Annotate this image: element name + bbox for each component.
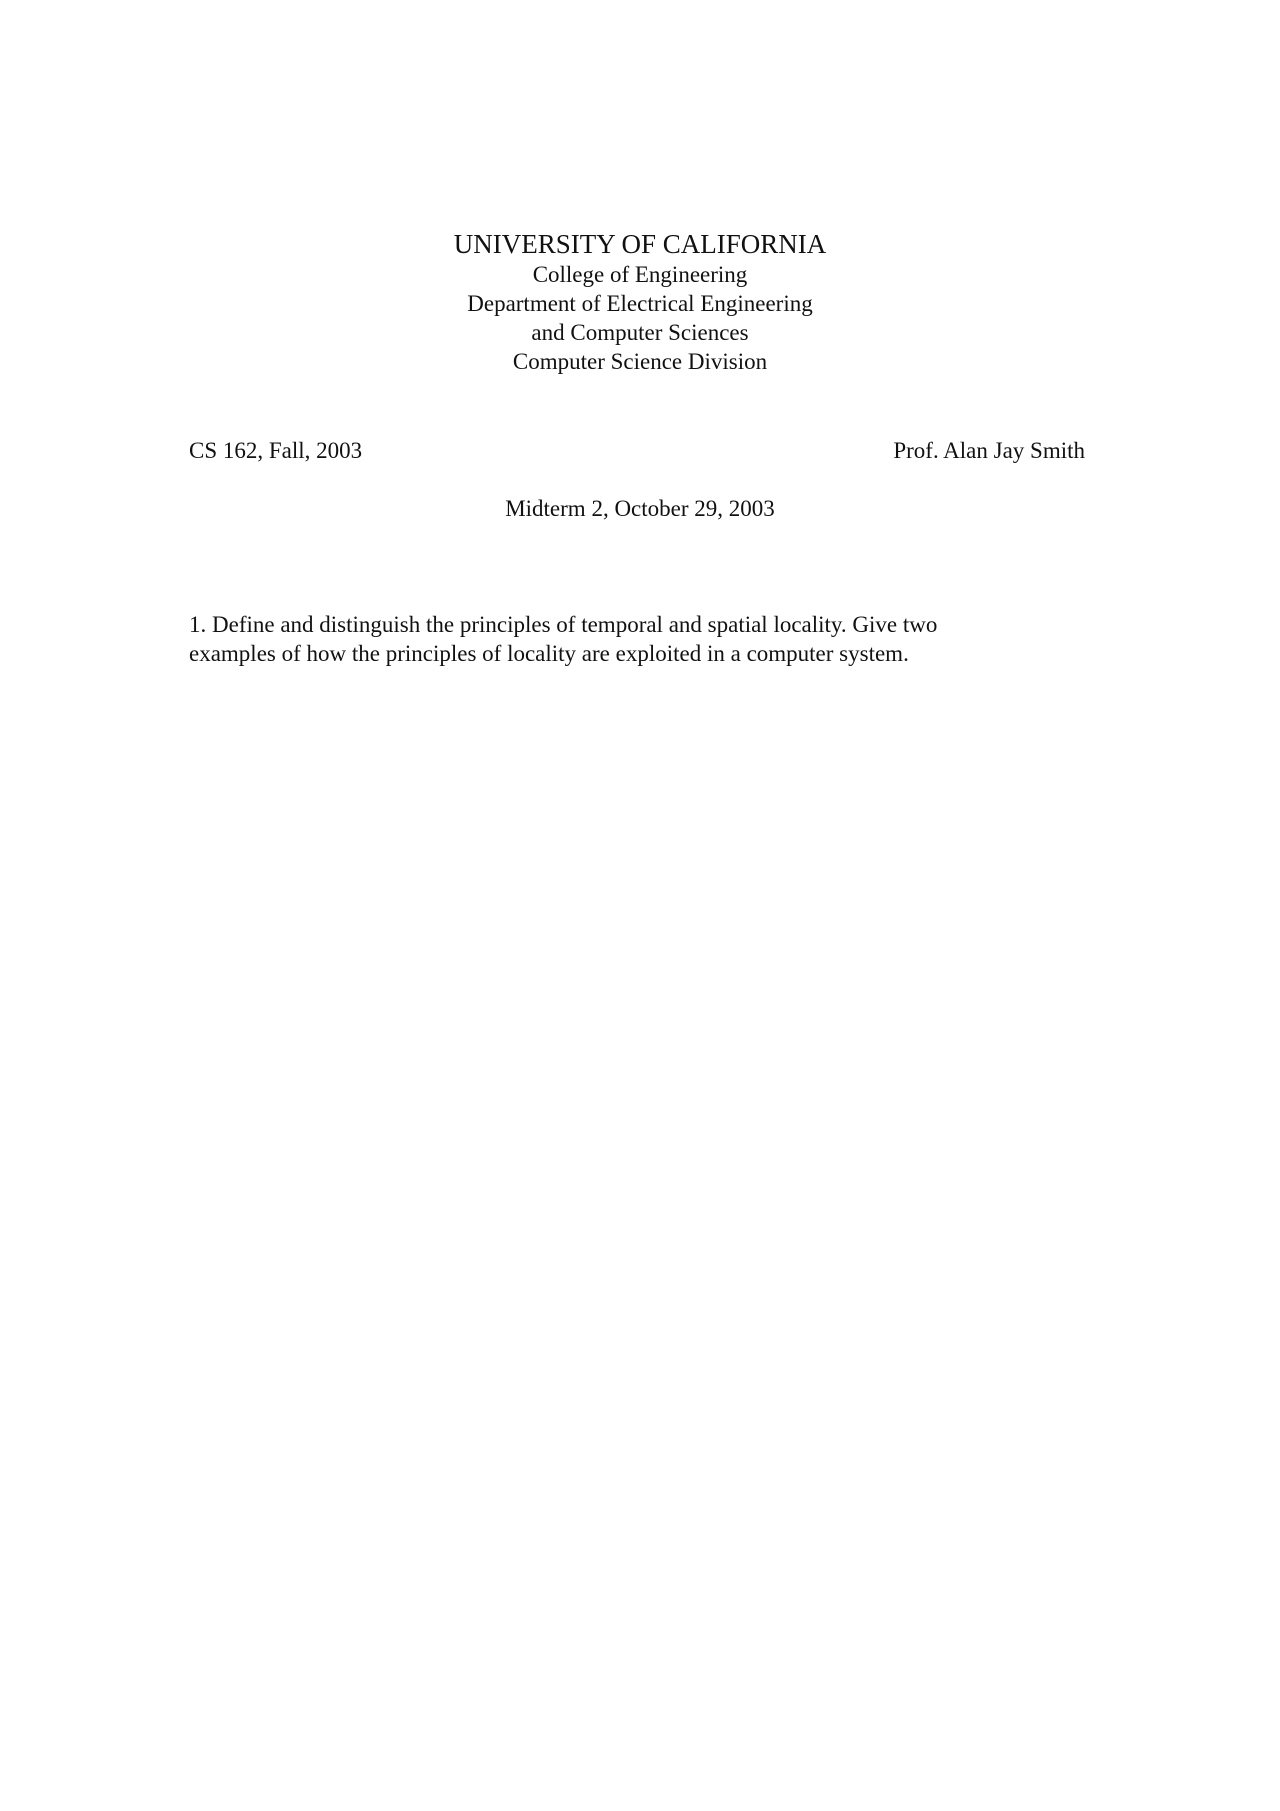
college-name: College of Engineering [532,262,748,287]
division-name: Computer Science Division [512,349,768,374]
university-name: UNIVERSITY OF CALIFORNIA [453,229,827,259]
exam-title: Midterm 2, October 29, 2003 [505,496,775,521]
question-1-line2: examples of how the principles of locality are exploited in a computer system. [189,641,909,666]
course-code-term: CS 162, Fall, 2003 [189,438,363,463]
department-name-line2: and Computer Sciences [531,320,749,345]
institution-header [0,228,1280,376]
department-name-line1: Department of Electrical Engineering [467,291,813,316]
question-1-line1: 1. Define and distinguish the principles of temporal and spatial locality. Give two [189,612,938,637]
question-1 [189,610,1089,668]
instructor-name: Prof. Alan Jay Smith [893,438,1085,463]
